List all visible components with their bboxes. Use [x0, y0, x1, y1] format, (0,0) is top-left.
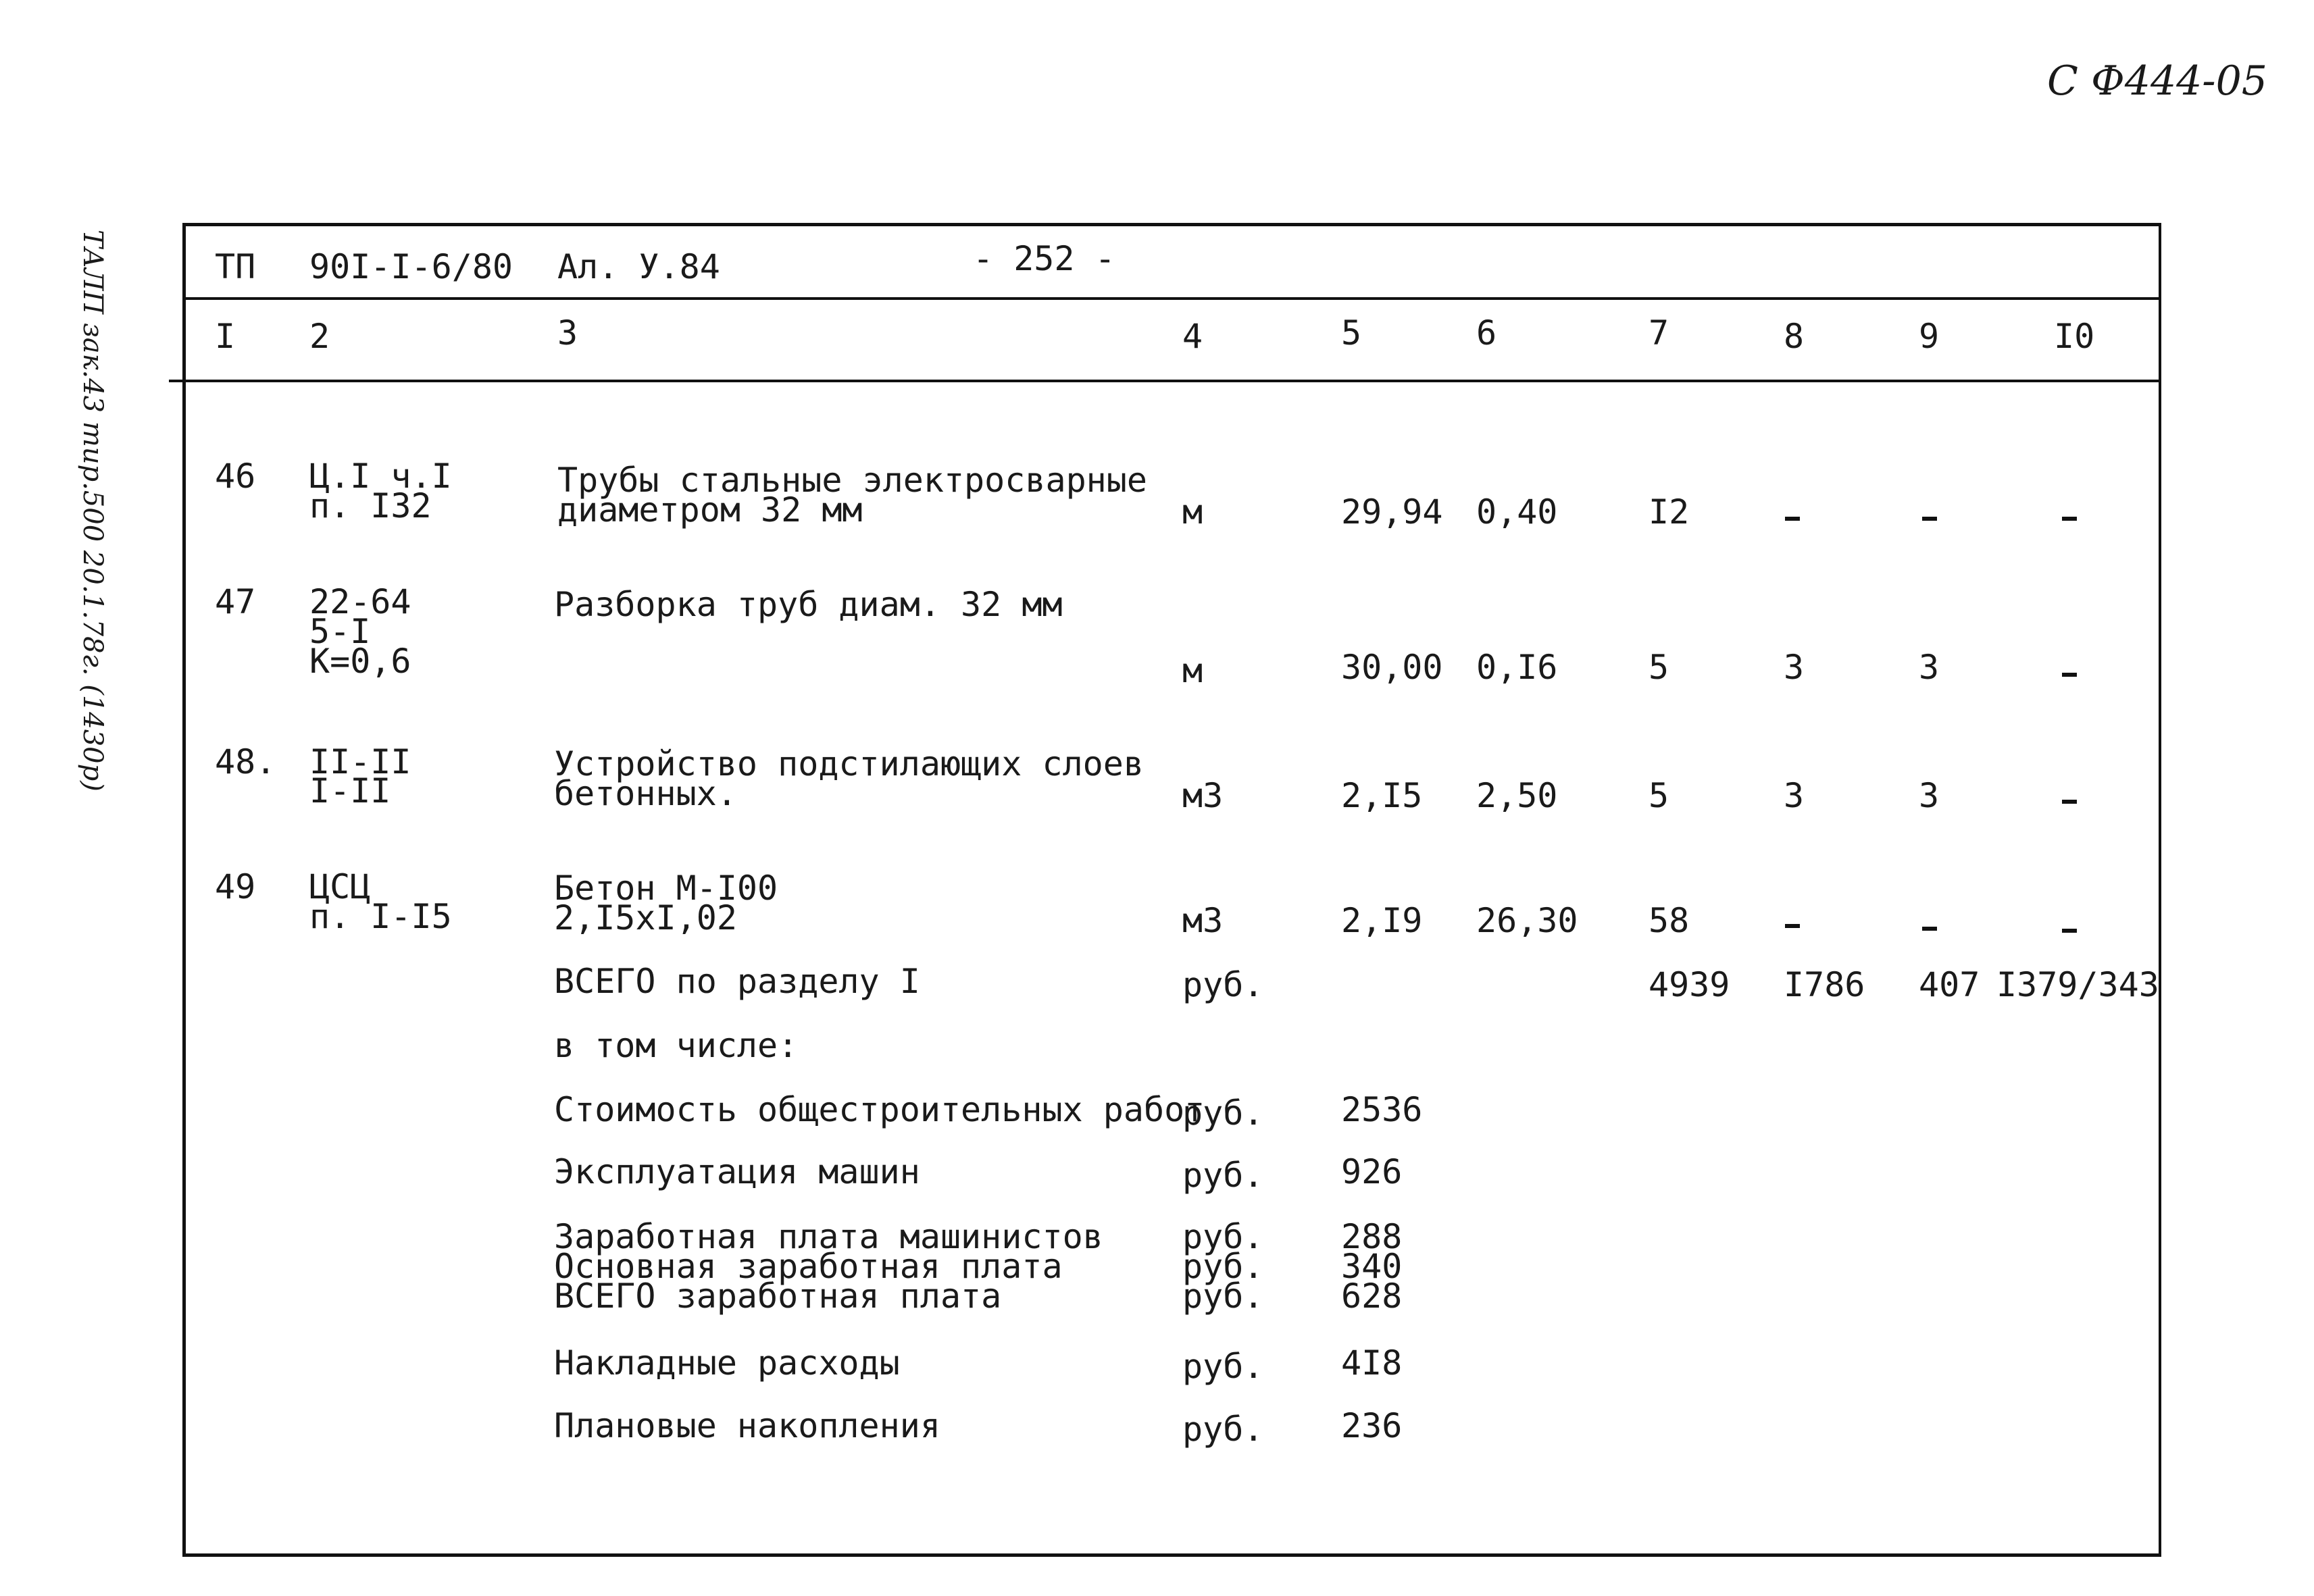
- row-47-code-1: 22-64: [309, 582, 411, 621]
- row-49-desc-1: Бетон М-I00: [554, 869, 778, 908]
- row-46-col9-dash: [1922, 517, 1937, 521]
- row-46-desc-1: Трубы стальные электросварные: [557, 461, 1147, 500]
- col-header-3: 3: [557, 313, 578, 353]
- total-col10: I379/343: [1996, 965, 2159, 1004]
- breakdown-value-machinist-wages: 288: [1341, 1217, 1403, 1256]
- row-47-code-3: К=0,6: [309, 642, 411, 681]
- row-48-col8: 3: [1784, 776, 1805, 815]
- breakdown-label-overhead: Накладные расходы: [554, 1343, 900, 1383]
- col-header-1: I: [215, 317, 236, 356]
- header-album: Ал. У.84: [557, 247, 720, 286]
- row-48-col6: 2,50: [1476, 776, 1558, 815]
- col-header-10: I0: [2054, 317, 2095, 356]
- row-46-col6: 0,40: [1476, 492, 1558, 532]
- row-48-unit: м3: [1182, 776, 1224, 815]
- breakdown-unit-total-wages: руб.: [1182, 1277, 1264, 1316]
- including-label: в том числе:: [554, 1026, 799, 1065]
- breakdown-unit-base-wages: руб.: [1182, 1247, 1264, 1286]
- row-47-code-2: 5-I: [309, 612, 371, 651]
- row-49-desc-2: 2,I5хI,02: [554, 898, 737, 937]
- breakdown-value-overhead: 4I8: [1341, 1343, 1403, 1383]
- row-48-code-2: I-II: [309, 771, 391, 810]
- col-header-4: 4: [1182, 317, 1203, 356]
- row-49-col10-dash: [2062, 929, 2077, 933]
- breakdown-unit-planned-savings: руб.: [1182, 1410, 1264, 1449]
- row-47-col8: 3: [1784, 648, 1805, 687]
- row-46-code-1: Ц.I ч.I: [309, 457, 452, 496]
- row-47-unit: м: [1182, 651, 1203, 690]
- row-49-col7: 58: [1649, 901, 1690, 940]
- header-divider: [182, 297, 2159, 300]
- document-code-handwritten: С Ф444-05: [2047, 57, 2267, 105]
- row-49-col5: 2,I9: [1341, 901, 1423, 940]
- breakdown-value-general-works: 2536: [1341, 1090, 1423, 1129]
- col-header-5: 5: [1341, 313, 1362, 353]
- breakdown-unit-machinist-wages: руб.: [1182, 1217, 1264, 1256]
- breakdown-label-machines: Эксплуатация машин: [554, 1152, 920, 1191]
- row-49-code-2: п. I-I5: [309, 897, 452, 936]
- row-49-code-1: ЦСЦ: [309, 867, 371, 906]
- page-number: - 252 -: [973, 239, 1115, 278]
- breakdown-unit-overhead: руб.: [1182, 1347, 1264, 1386]
- row-48-col10-dash: [2062, 800, 2077, 804]
- row-47-col10-dash: [2062, 673, 2077, 677]
- header-tp: ТП: [215, 247, 256, 286]
- row-46-col5: 29,94: [1341, 492, 1443, 532]
- row-48-col7: 5: [1649, 776, 1669, 815]
- row-47-number: 47: [215, 582, 256, 621]
- row-47-col9: 3: [1919, 648, 1940, 687]
- row-47-col7: 5: [1649, 648, 1669, 687]
- row-46-unit: м: [1182, 492, 1203, 532]
- breakdown-unit-machines: руб.: [1182, 1156, 1264, 1195]
- row-47-desc-1: Разборка труб диам. 32 мм: [554, 585, 1063, 624]
- col-header-2: 2: [309, 317, 330, 356]
- breakdown-label-machinist-wages: Заработная плата машинистов: [554, 1217, 1103, 1256]
- total-label: ВСЕГО по разделу I: [554, 962, 920, 1001]
- row-48-number: 48.: [215, 742, 276, 781]
- row-49-number: 49: [215, 867, 256, 906]
- side-print-note: ТАЛП зак.43 тир.500 20.1.78г. (1430р): [77, 230, 108, 792]
- row-48-desc-1: Устройство подстилающих слоев: [554, 744, 1144, 783]
- breakdown-value-machines: 926: [1341, 1152, 1403, 1191]
- breakdown-label-base-wages: Основная заработная плата: [554, 1247, 1063, 1286]
- table-frame: [182, 223, 2161, 1557]
- row-49-unit: м3: [1182, 901, 1224, 940]
- column-header-divider: [169, 380, 2159, 382]
- col-header-6: 6: [1476, 313, 1497, 353]
- row-48-col9: 3: [1919, 776, 1940, 815]
- row-47-col6: 0,I6: [1476, 648, 1558, 687]
- total-col8: I786: [1784, 965, 1865, 1004]
- col-header-7: 7: [1649, 313, 1669, 353]
- row-49-col9-dash: [1922, 927, 1937, 931]
- row-46-col10-dash: [2062, 517, 2077, 521]
- breakdown-label-total-wages: ВСЕГО заработная плата: [554, 1277, 1002, 1316]
- col-header-9: 9: [1919, 317, 1940, 356]
- row-47-col5: 30,00: [1341, 648, 1443, 687]
- col-header-8: 8: [1784, 317, 1805, 356]
- row-46-col8-dash: [1785, 517, 1800, 521]
- breakdown-label-planned-savings: Плановые накопления: [554, 1406, 940, 1445]
- total-unit: руб.: [1182, 965, 1264, 1004]
- row-48-col5: 2,I5: [1341, 776, 1423, 815]
- breakdown-value-total-wages: 628: [1341, 1277, 1403, 1316]
- header-project: 90I-I-6/80: [309, 247, 513, 286]
- total-col9: 407: [1919, 965, 1980, 1004]
- row-48-desc-2: бетонных.: [554, 774, 737, 813]
- row-48-code-1: II-II: [309, 742, 411, 781]
- breakdown-label-general-works: Стоимость общестроительных работ: [554, 1090, 1205, 1129]
- breakdown-unit-general-works: руб.: [1182, 1093, 1264, 1133]
- row-46-desc-2: диаметром 32 мм: [557, 490, 863, 530]
- row-46-number: 46: [215, 457, 256, 496]
- row-46-code-2: п. I32: [309, 486, 432, 525]
- row-46-col7: I2: [1649, 492, 1690, 532]
- row-49-col8-dash: [1785, 924, 1800, 928]
- breakdown-value-planned-savings: 236: [1341, 1406, 1403, 1445]
- breakdown-value-base-wages: 340: [1341, 1247, 1403, 1286]
- row-49-col6: 26,30: [1476, 901, 1578, 940]
- total-col7: 4939: [1649, 965, 1730, 1004]
